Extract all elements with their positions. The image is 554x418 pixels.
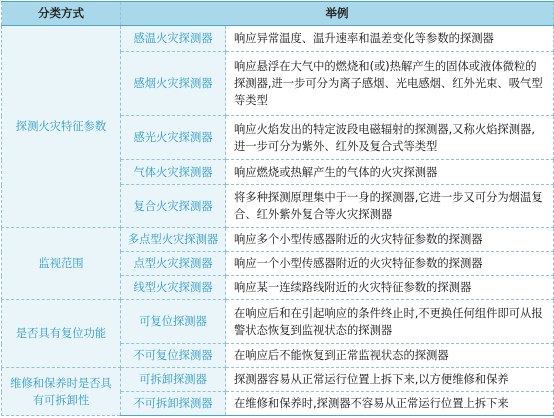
subtype-cell: 多点型火灾探测器 (121, 228, 226, 252)
example-cell: 响应燃烧或热解产生的气体的火灾探测器 (226, 160, 554, 185)
example-cell: 在响应后不能恢复到正常监视状态的探测器 (226, 344, 554, 368)
header-classification-method: 分类方式 (2, 2, 121, 26)
example-cell: 探测器容易从正常运行位置上拆下来,以方便维修和保养 (226, 368, 554, 392)
example-cell: 在响应后和在引起响应的条件终止时,不更换任何组件即可从报警状态恢复到监视状态的探测器 (226, 300, 554, 344)
table-row (2, 228, 554, 252)
subtype-cell: 复合火灾探测器 (121, 185, 226, 228)
example-cell: 响应异常温度、温升速率和温差变化等参数的探测器 (226, 26, 554, 52)
example-cell: 将多种探测原理集中于一身的探测器,它进一步又可分为烟温复合、红外紫外复合等火灾探测器 (226, 185, 554, 228)
table-row (2, 300, 554, 344)
table-row (2, 368, 554, 392)
detector-classification-table (1, 1, 554, 416)
subtype-cell: 不可复位探测器 (121, 344, 226, 368)
example-cell: 响应火焰发出的特定波段电磁辐射的探测器,又称火焰探测器,进一步可分为紫外、红外及复合式等类型 (226, 116, 554, 160)
subtype-cell: 气体火灾探测器 (121, 160, 226, 185)
example-cell: 响应多个小型传感器附近的火灾特征参数的探测器 (226, 228, 554, 252)
subtype-cell: 点型火灾探测器 (121, 252, 226, 276)
subtype-cell: 线型火灾探测器 (121, 276, 226, 300)
example-cell: 响应某一连续路线附近的火灾特征参数的探测器 (226, 276, 554, 300)
subtype-cell: 感烟火灾探测器 (121, 52, 226, 116)
subtype-cell: 可拆卸探测器 (121, 368, 226, 392)
header-example: 举例 (121, 2, 554, 26)
example-cell: 在维修和保养时,探测器不容易从正常运行位置上拆下来 (226, 392, 554, 416)
example-cell: 响应悬浮在大气中的燃烧和(或)热解产生的固体或液体微粒的探测器,进一步可分为离子感烟、光电感烟、红外光束、吸气型等类型 (226, 52, 554, 116)
subtype-cell: 感温火灾探测器 (121, 26, 226, 52)
category-cell: 是否具有复位功能 (2, 300, 121, 368)
category-cell: 探测火灾特征参数 (2, 26, 121, 228)
subtype-cell: 感光火灾探测器 (121, 116, 226, 160)
table-row (2, 26, 554, 52)
example-cell: 响应一个小型传感器附近的火灾特征参数的探测器 (226, 252, 554, 276)
table-header-row (2, 2, 554, 26)
category-cell: 维修和保养时是否具有可拆卸性 (2, 368, 121, 416)
category-cell: 监视范围 (2, 228, 121, 300)
subtype-cell: 可复位探测器 (121, 300, 226, 344)
subtype-cell: 不可拆卸探测器 (121, 392, 226, 416)
